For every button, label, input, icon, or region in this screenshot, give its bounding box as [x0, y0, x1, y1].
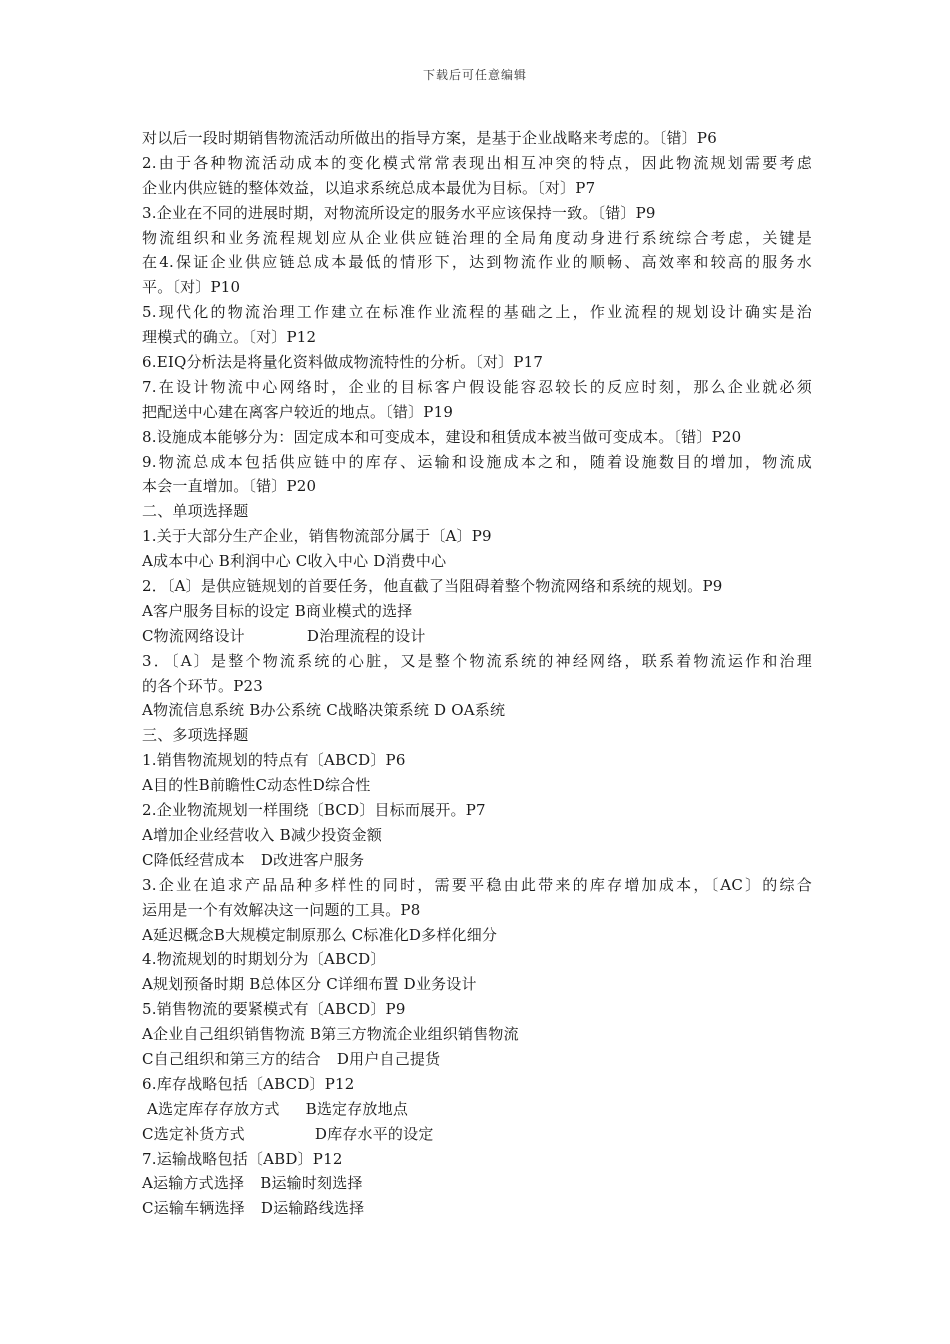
- line-text-option: D运输路线选择: [260, 1199, 365, 1218]
- text-line: [142, 350, 812, 375]
- line-text: A企业自己组织销售物流 B第三方物流企业组织销售物流: [142, 1025, 519, 1044]
- line-text: C运输车辆选择: [142, 1199, 245, 1218]
- line-text: 2.企业物流规划一样围绕〔BCD〕目标而展开。P7: [142, 801, 486, 820]
- document-body: [142, 126, 812, 1221]
- text-line: [142, 275, 812, 300]
- line-text: 1.销售物流规划的特点有〔ABCD〕P6: [142, 751, 406, 770]
- text-line: [142, 624, 812, 649]
- text-line: [142, 923, 812, 948]
- text-line: [142, 524, 812, 549]
- text-line: [142, 1072, 812, 1097]
- text-line: [142, 1196, 812, 1221]
- line-text: 理模式的确立。〔对〕P12: [142, 328, 317, 347]
- line-text: 6.库存战略包括〔ABCD〕P12: [142, 1074, 355, 1093]
- page-header: 下载后可任意编辑: [422, 68, 527, 82]
- line-text: 二、单项选择题: [142, 502, 249, 521]
- line-text: 8.设施成本能够分为：固定成本和可变成本，建设和租赁成本被当做可变成本。〔错〕P20: [142, 427, 742, 446]
- line-text: 3．〔A〕是整个物流系统的心脏，又是整个物流系统的神经网络，联系着物流运作和治理: [142, 651, 812, 670]
- text-line: [142, 474, 812, 499]
- line-text: A增加企业经营收入 B减少投资金额: [142, 825, 383, 844]
- line-text: 运用是一个有效解决这一问题的工具。P8: [142, 900, 421, 919]
- line-text: 5.销售物流的要紧模式有〔ABCD〕P9: [142, 1000, 406, 1019]
- line-text: 3.企业在不同的进展时期，对物流所设定的服务水平应该保持一致。〔错〕P9: [142, 203, 656, 222]
- line-text: C选定补货方式: [142, 1124, 245, 1143]
- text-line: [142, 574, 812, 599]
- text-line: [142, 773, 812, 798]
- line-text: A运输方式选择: [142, 1174, 245, 1193]
- line-text: 把配送中心建在离客户较近的地点。〔错〕P19: [142, 402, 454, 421]
- line-text-option: D改进客户服务: [260, 850, 365, 869]
- text-line: [142, 823, 812, 848]
- text-line: [142, 126, 812, 151]
- text-line: [142, 649, 812, 674]
- text-line: [142, 599, 812, 624]
- text-line: [142, 1122, 812, 1147]
- text-line: [142, 674, 812, 699]
- text-line: [142, 947, 812, 972]
- line-text: 企业内供应链的整体效益，以追求系统总成本最优为目标。〔对〕P7: [142, 178, 596, 197]
- line-text-option: B运输时刻选择: [260, 1174, 363, 1193]
- line-text-option: D库存水平的设定: [314, 1124, 434, 1143]
- line-text: A目的性B前瞻性C动态性D综合性: [142, 776, 371, 795]
- line-text: C降低经营成本: [142, 850, 245, 869]
- text-line: [142, 873, 812, 898]
- line-text: 3.企业在追求产品品种多样性的同时，需要平稳由此带来的库存增加成本，〔AC〕的综合: [142, 875, 812, 894]
- text-line: [142, 723, 812, 748]
- line-text: A客户服务目标的设定 B商业模式的选择: [142, 601, 413, 620]
- line-text: 4.物流规划的时期划分为〔ABCD〕: [142, 950, 386, 969]
- line-text: 2．〔A〕是供应链规划的首要任务，他直截了当阻碍着整个物流网络和系统的规划。P9: [142, 577, 723, 596]
- line-text: 物流组织和业务流程规划应从企业供应链治理的全局角度动身进行系统综合考虑，关键是: [142, 228, 812, 247]
- line-text-option: D治理流程的设计: [306, 626, 426, 645]
- text-line: [142, 1097, 812, 1122]
- line-text: 9.物流总成本包括供应链中的库存、运输和设施成本之和，随着设施数目的增加，物流成: [142, 452, 812, 471]
- line-text: C物流网络设计: [142, 626, 245, 645]
- text-line: [142, 300, 812, 325]
- line-text: A物流信息系统 B办公系统 C战略决策系统 D OA系统: [142, 701, 506, 720]
- line-text: 2.由于各种物流活动成本的变化模式常常表现出相互冲突的特点，因此物流规划需要考虑: [142, 153, 812, 172]
- line-text: 7.运输战略包括〔ABD〕P12: [142, 1149, 343, 1168]
- line-text: A延迟概念B大规模定制原那么 C标准化D多样化细分: [142, 925, 498, 944]
- text-line: [142, 549, 812, 574]
- text-line: [142, 499, 812, 524]
- line-text-option: D用户自己提货: [336, 1049, 441, 1068]
- text-line: [142, 201, 812, 226]
- text-line: [142, 176, 812, 201]
- text-line: [142, 898, 812, 923]
- line-text-option: B选定存放地点: [305, 1099, 409, 1118]
- line-text: A成本中心 B利润中心 C收入中心 D消费中心: [142, 552, 447, 571]
- text-line: [142, 798, 812, 823]
- line-text: 对以后一段时期销售物流活动所做出的指导方案，是基于企业战略来考虑的。〔错〕P6: [142, 129, 717, 147]
- line-text: A选定库存存放方式: [142, 1099, 280, 1118]
- text-line: [142, 250, 812, 275]
- line-text: 1.关于大部分生产企业，销售物流部分属于〔A〕P9: [142, 527, 492, 546]
- text-line: [142, 1047, 812, 1072]
- text-line: [142, 400, 812, 425]
- line-text: 平。〔对〕P10: [142, 278, 241, 297]
- text-line: [142, 425, 812, 450]
- line-text: A规划预备时期 B总体区分 C详细布置 D业务设计: [142, 975, 477, 994]
- line-text: 三、多项选择题: [142, 726, 249, 745]
- line-text: 7.在设计物流中心网络时，企业的目标客户假设能容忍较长的反应时刻，那么企业就必须: [142, 377, 812, 396]
- line-text: 本会一直增加。〔错〕P20: [142, 477, 317, 496]
- text-line: [142, 325, 812, 350]
- text-line: [142, 151, 812, 176]
- text-line: [142, 997, 812, 1022]
- text-line: [142, 848, 812, 873]
- text-line: [142, 450, 812, 475]
- line-text: 6.EIQ分析法是将量化资料做成物流特性的分析。〔对〕P17: [142, 353, 544, 372]
- line-text: 在4.保证企业供应链总成本最低的情形下，达到物流作业的顺畅、高效率和较高的服务水: [142, 253, 812, 272]
- text-line: [142, 226, 812, 251]
- text-line: [142, 375, 812, 400]
- text-line: [142, 1171, 812, 1196]
- text-line: [142, 1147, 812, 1172]
- line-text: 5.现代化的物流治理工作建立在标准作业流程的基础之上，作业流程的规划设计确实是治: [142, 303, 812, 322]
- text-line: [142, 748, 812, 773]
- text-line: [142, 698, 812, 723]
- line-text: C自己组织和第三方的结合: [142, 1049, 321, 1068]
- text-line: [142, 1022, 812, 1047]
- text-line: [142, 972, 812, 997]
- line-text: 的各个环节。P23: [142, 676, 263, 695]
